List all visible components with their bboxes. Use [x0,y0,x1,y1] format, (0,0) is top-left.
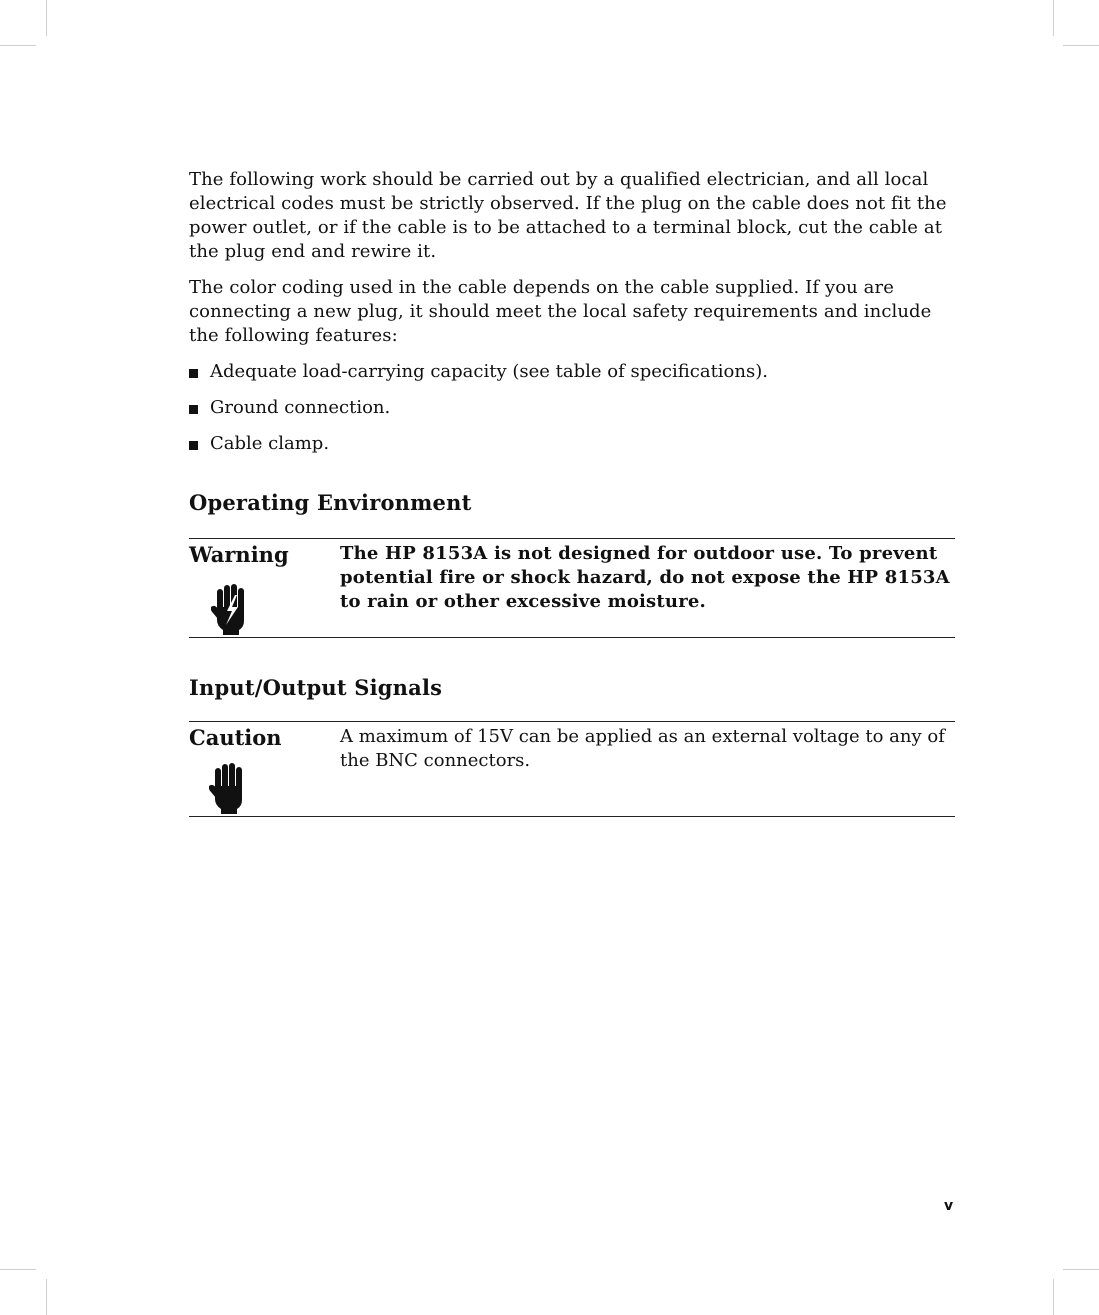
crop-mark [1053,1279,1054,1315]
crop-mark [0,45,36,46]
crop-mark [1063,1269,1099,1270]
page-content [189,168,955,817]
feature-list [189,360,955,456]
paragraph-color-coding: The color coding used in the cable depends on the cable supplied. If you are connecting a new plug, it should meet the local safety requirements and include the following features: [189,277,932,346]
crop-mark [1063,45,1099,46]
warning-label: Warning [189,542,289,567]
caution-text: A maximum of 15V can be applied as an external voltage to any of the BNC connectors. [340,726,945,771]
bullet-square-icon [189,441,198,450]
heading-input-output-signals: Input/Output Signals [189,675,443,700]
crop-mark [46,1279,47,1315]
crop-mark [0,1269,36,1270]
paragraph-electrician: The following work should be carried out by a qualified electrician, and all local electrical codes must be strictly observed. If the plug on the cable does not fit the power outlet, or if the cable is to be attached to a terminal block, cut the cable at the plug end and rewire it. [189,169,947,262]
warning-label-column [189,539,329,568]
caution-hand-icon [209,762,249,814]
heading-operating-environment: Operating Environment [189,490,472,515]
bullet-square-icon [189,369,198,378]
page-number: v [944,1198,954,1214]
caution-label: Caution [189,725,282,750]
list-item [189,432,955,456]
list-item-text: Ground connection. [210,397,391,418]
crop-mark [1053,0,1054,36]
caution-notice [189,721,955,817]
warning-hand-lightning-icon [211,583,251,635]
list-item [189,360,955,384]
bullet-square-icon [189,405,198,414]
list-item-text: Adequate load-carrying capacity (see table of specifications). [210,361,768,382]
crop-mark [46,0,47,36]
warning-text: The HP 8153A is not designed for outdoor use. To prevent potential fire or shock hazard, do not expose the HP 8153A to rain or other excessive moisture. [340,543,950,612]
warning-notice [189,538,955,638]
caution-label-column [189,722,329,751]
list-item-text: Cable clamp. [210,433,330,454]
list-item [189,396,955,420]
